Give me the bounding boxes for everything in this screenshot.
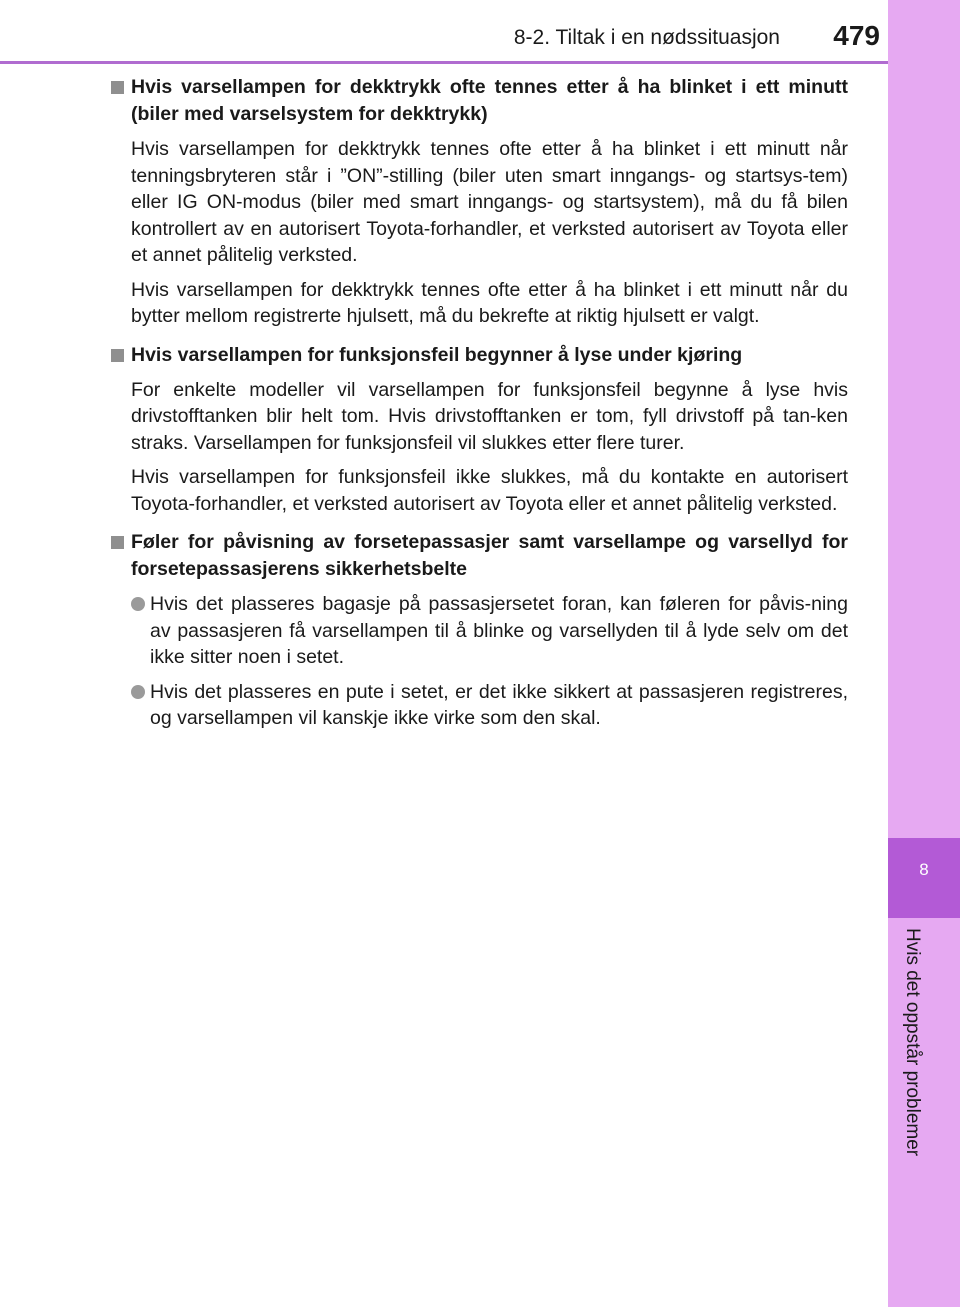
circle-bullet-icon bbox=[131, 597, 145, 611]
square-bullet-icon bbox=[111, 349, 124, 362]
section-title: Føler for påvisning av forsetepassasjer samt varsellampe og varsellyd for forsetepassasjerens sikkerhetsbelte bbox=[111, 529, 848, 583]
chapter-number: 8 bbox=[919, 860, 929, 879]
page-number: 479 bbox=[833, 20, 880, 51]
square-bullet-icon bbox=[111, 536, 124, 549]
page-content bbox=[111, 74, 848, 732]
paragraph: For enkelte modeller vil varsellampen for funksjonsfeil begynne å lyse hvis drivstofftanken blir helt tom. Hvis drivstofftanken er tom, fyll drivstoff på tan-ken straks. Varsellampen for funksjonsfeil vil slukkes etter flere turer. bbox=[131, 378, 848, 454]
section-passenger-sensor bbox=[111, 529, 848, 732]
chapter-title: Hvis det oppstår problemer bbox=[902, 928, 923, 1157]
paragraph: Hvis varsellampen for dekktrykk tennes ofte etter å ha blinket i ett minutt når tenningsbryteren står i ”ON”-stilling (biler uten smart inngangs- og startsys-tem) eller IG ON-modus (biler med smart inngangs- og startsystem), må du få bilen kontrollert av en autorisert Toyota-forhandler, et verksted autorisert av Toyota eller et annet pålitelig verksted. bbox=[131, 138, 848, 266]
section-tire-pressure bbox=[111, 74, 848, 330]
chapter-number-box bbox=[888, 838, 960, 918]
section-heading: 8-2. Tiltak i en nødssituasjon bbox=[513, 26, 780, 49]
list-item: Hvis det plasseres bagasje på passasjersetet foran, kan føleren for påvis-ning av passasjeren få varsellampen til å blinke og varsellyden til å lyde selv om det ikke sitter noen i setet. bbox=[131, 591, 848, 671]
section-title: Hvis varsellampen for dekktrykk ofte tennes etter å ha blinket i ett minutt (biler med varselsystem for dekktrykk) bbox=[111, 74, 848, 128]
paragraph: Hvis varsellampen for funksjonsfeil ikke slukkes, må du kontakte en autorisert Toyota-forhandler, et verksted autorisert av Toyota eller et annet pålitelig verksted. bbox=[131, 466, 848, 515]
page-header bbox=[0, 0, 888, 64]
section-title: Hvis varsellampen for funksjonsfeil begynner å lyse under kjøring bbox=[111, 342, 848, 369]
list-item: Hvis det plasseres en pute i setet, er det ikke sikkert at passasjeren registreres, og varsellampen vil kanskje ikke virke som den skal. bbox=[131, 679, 848, 732]
circle-bullet-icon bbox=[131, 685, 145, 699]
header-divider bbox=[0, 61, 888, 64]
section-malfunction-lamp bbox=[111, 342, 848, 518]
paragraph: Hvis varsellampen for dekktrykk tennes ofte etter å ha blinket i ett minutt når du bytter mellom registrerte hjulsett, må du bekrefte at riktig hjulsett er valgt. bbox=[131, 278, 848, 327]
square-bullet-icon bbox=[111, 81, 124, 94]
